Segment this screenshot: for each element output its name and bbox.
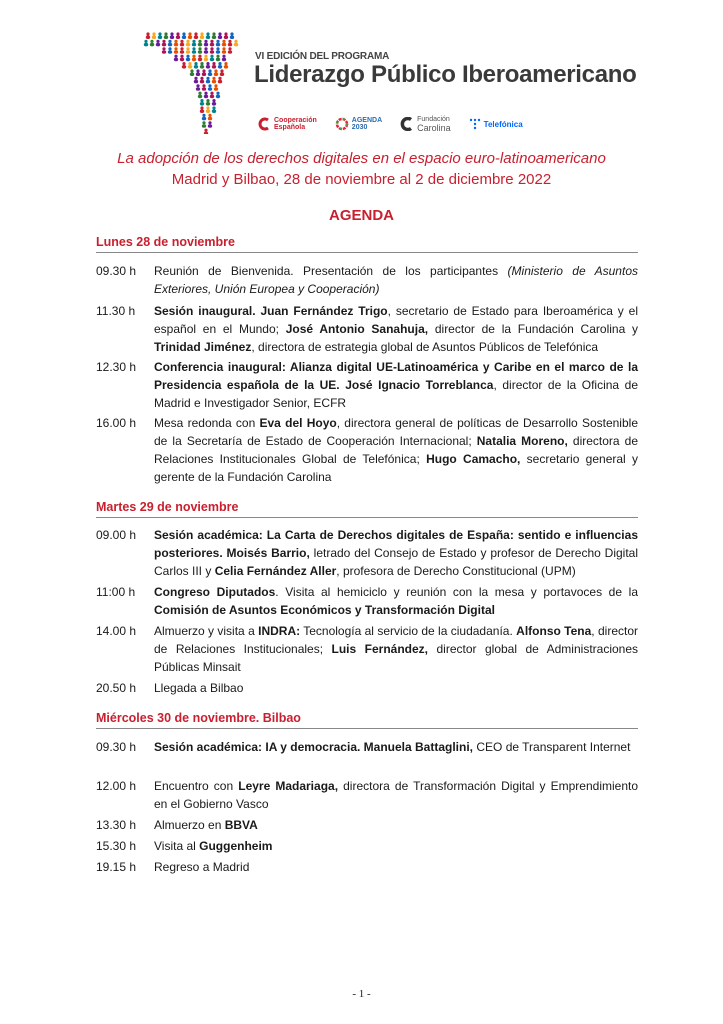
text-segment: Visita al	[154, 839, 200, 853]
bold-text: Celia Fernández Aller	[214, 564, 337, 578]
text-segment: directora de Relaciones Institucionales Global de Telefónica;	[154, 434, 638, 466]
agenda-heading: AGENDA	[328, 207, 394, 224]
text-segment: , secretario de Estado para Iberoamérica y el español en el Mundo;	[154, 304, 638, 336]
bold-text: Conferencia inaugural: Alianza digital UE-Latinoamérica y Caribe en el marco de la Presidencia española de la UE. José Ignacio Torreblanca	[154, 360, 638, 392]
carolina-icon	[400, 117, 414, 131]
agenda-2030-logo: AGENDA 2030	[335, 117, 382, 131]
bold-text: BBVA	[224, 818, 258, 832]
text-segment: Mesa redonda con	[154, 416, 260, 430]
entry-description	[154, 738, 638, 756]
entry-description	[154, 679, 638, 697]
bold-text: Leyre Madariaga,	[238, 779, 339, 793]
text-segment: Regreso a Madrid	[154, 860, 250, 874]
entry-time: 09.30 h	[96, 740, 137, 754]
entry-time: 11:00 h	[96, 585, 136, 599]
entry-time: 19.15 h	[96, 860, 137, 874]
bold-text: Congreso Diputados	[154, 585, 276, 599]
entry-time: 11.30 h	[96, 304, 136, 318]
subtitle-theme: La adopción de los derechos digitales en el espacio euro-latinoamericano	[117, 150, 606, 167]
cooperacion-icon	[257, 117, 271, 131]
entry-description	[154, 262, 638, 298]
entry-description	[154, 777, 638, 813]
bold-text: Comisión de Asuntos Económicos y Transformación Digital	[154, 603, 495, 617]
text-segment: secretario general y gerente de la Fundación Carolina	[154, 452, 638, 484]
bold-text: Guggenheim	[199, 839, 273, 853]
telefonica-dots-icon	[469, 118, 481, 130]
fundacion-carolina-logo: Fundación Carolina	[400, 116, 451, 132]
bold-text: Sesión académica: La Carta de Derechos digitales de España: sentido e influencias posteriores. Moisés Barrio,	[154, 528, 638, 560]
sponsor-logos	[257, 116, 523, 132]
people-map-logo	[140, 28, 252, 134]
telefonica-logo: Telefónica	[469, 118, 523, 130]
entry-time: 20.50 h	[96, 681, 137, 695]
day-heading-martes: Martes 29 de noviembre	[96, 500, 638, 518]
entry-description	[154, 302, 638, 356]
program-edition: VI EDICIÓN DEL PROGRAMA	[255, 51, 390, 62]
text-segment: CEO de Transparent Internet	[473, 740, 631, 754]
entry-time: 14.00 h	[96, 624, 137, 638]
entry-description	[154, 583, 638, 619]
page-number: - 1 -	[352, 988, 371, 1000]
entry-description	[154, 526, 638, 580]
entry-time: 09.30 h	[96, 264, 137, 278]
agenda-entry	[96, 302, 638, 356]
program-title: Liderazgo Público Iberoamericano	[254, 61, 637, 88]
text-segment: Almuerzo en	[154, 818, 225, 832]
agenda-entry	[96, 262, 638, 298]
bold-text: Trinidad Jiménez	[154, 340, 252, 354]
agenda-entry	[96, 622, 638, 676]
day-heading-lunes: Lunes 28 de noviembre	[96, 235, 638, 253]
day-heading-miercoles: Miércoles 30 de noviembre. Bilbao	[96, 711, 638, 729]
text-segment: Tecnología al servicio de la ciudadanía.	[300, 624, 517, 638]
agenda-entry	[96, 358, 638, 412]
bold-text: Luis Fernández,	[331, 642, 429, 656]
bold-text: Sesión académica: IA y democracia. Manuela Battaglini,	[154, 740, 474, 754]
entry-description	[154, 414, 638, 486]
entry-description	[154, 837, 638, 855]
entry-time: 12.30 h	[96, 360, 137, 374]
bold-text: Eva del Hoyo	[259, 416, 337, 430]
text-segment: , directora de estrategia global de Asuntos Públicos de Telefónica	[251, 340, 599, 354]
text-segment: Almuerzo y visita a	[154, 624, 259, 638]
bold-text: Alfonso Tena	[516, 624, 592, 638]
text-segment: director global de Administraciones Públicas Minsait	[154, 642, 639, 674]
text-segment: directora de Transformación Digital y Emprendimiento en el Gobierno Vasco	[154, 779, 639, 811]
text-segment: letrado del Consejo de Estado y profesor de Derecho Digital Carlos III y	[154, 546, 638, 578]
text-segment: Reunión de Bienvenida. Presentación de los participantes	[154, 264, 508, 278]
text-segment: . Visita al hemiciclo y reunión con la mesa y portavoces de la	[275, 585, 638, 599]
agenda-entry	[96, 583, 638, 619]
agenda-entry	[96, 526, 638, 580]
bold-text: INDRA:	[258, 624, 301, 638]
bold-text: Sesión inaugural. Juan Fernández Trigo	[154, 304, 388, 318]
agenda-entry	[96, 858, 638, 876]
italic-text: (Ministerio de Asuntos Exteriores, Unión Europea y Cooperación)	[154, 264, 638, 296]
agenda-entry	[96, 816, 638, 834]
sdg-wheel-icon	[335, 117, 349, 131]
cooperacion-espanola-logo: Cooperación Española	[257, 117, 317, 131]
subtitle-dates: Madrid y Bilbao, 28 de noviembre al 2 de diciembre 2022	[171, 171, 552, 188]
bold-text: Hugo Camacho,	[426, 452, 521, 466]
agenda-entry	[96, 837, 638, 855]
agenda-entry	[96, 738, 638, 756]
entry-description	[154, 816, 638, 834]
text-segment: , director de Relaciones Institucionales;	[154, 624, 638, 656]
bold-text: José Antonio Sanahuja,	[285, 322, 429, 336]
text-segment: , profesora de Derecho Constitucional (UPM)	[336, 564, 576, 578]
entry-description	[154, 358, 638, 412]
text-segment: , directora general de políticas de Desarrollo Sostenible de la Secretaría de Estado de Cooperación Internacional;	[154, 416, 638, 448]
agenda-entry	[96, 414, 638, 486]
entry-time: 13.30 h	[96, 818, 137, 832]
entry-time: 09.00 h	[96, 528, 137, 542]
text-segment: , director de la Oficina de Madrid e Investigador Senior, ECFR	[154, 378, 638, 410]
entry-description	[154, 622, 638, 676]
entry-time: 12.00 h	[96, 779, 137, 793]
entry-time: 16.00 h	[96, 416, 137, 430]
bold-text: Natalia Moreno,	[476, 434, 568, 448]
agenda-entry	[96, 679, 638, 697]
text-segment: director de la Fundación Carolina y	[428, 322, 638, 336]
entry-time: 15.30 h	[96, 839, 137, 853]
entry-description	[154, 858, 638, 876]
text-segment: Llegada a Bilbao	[154, 681, 244, 695]
agenda-entry	[96, 777, 638, 813]
text-segment: Encuentro con	[154, 779, 239, 793]
